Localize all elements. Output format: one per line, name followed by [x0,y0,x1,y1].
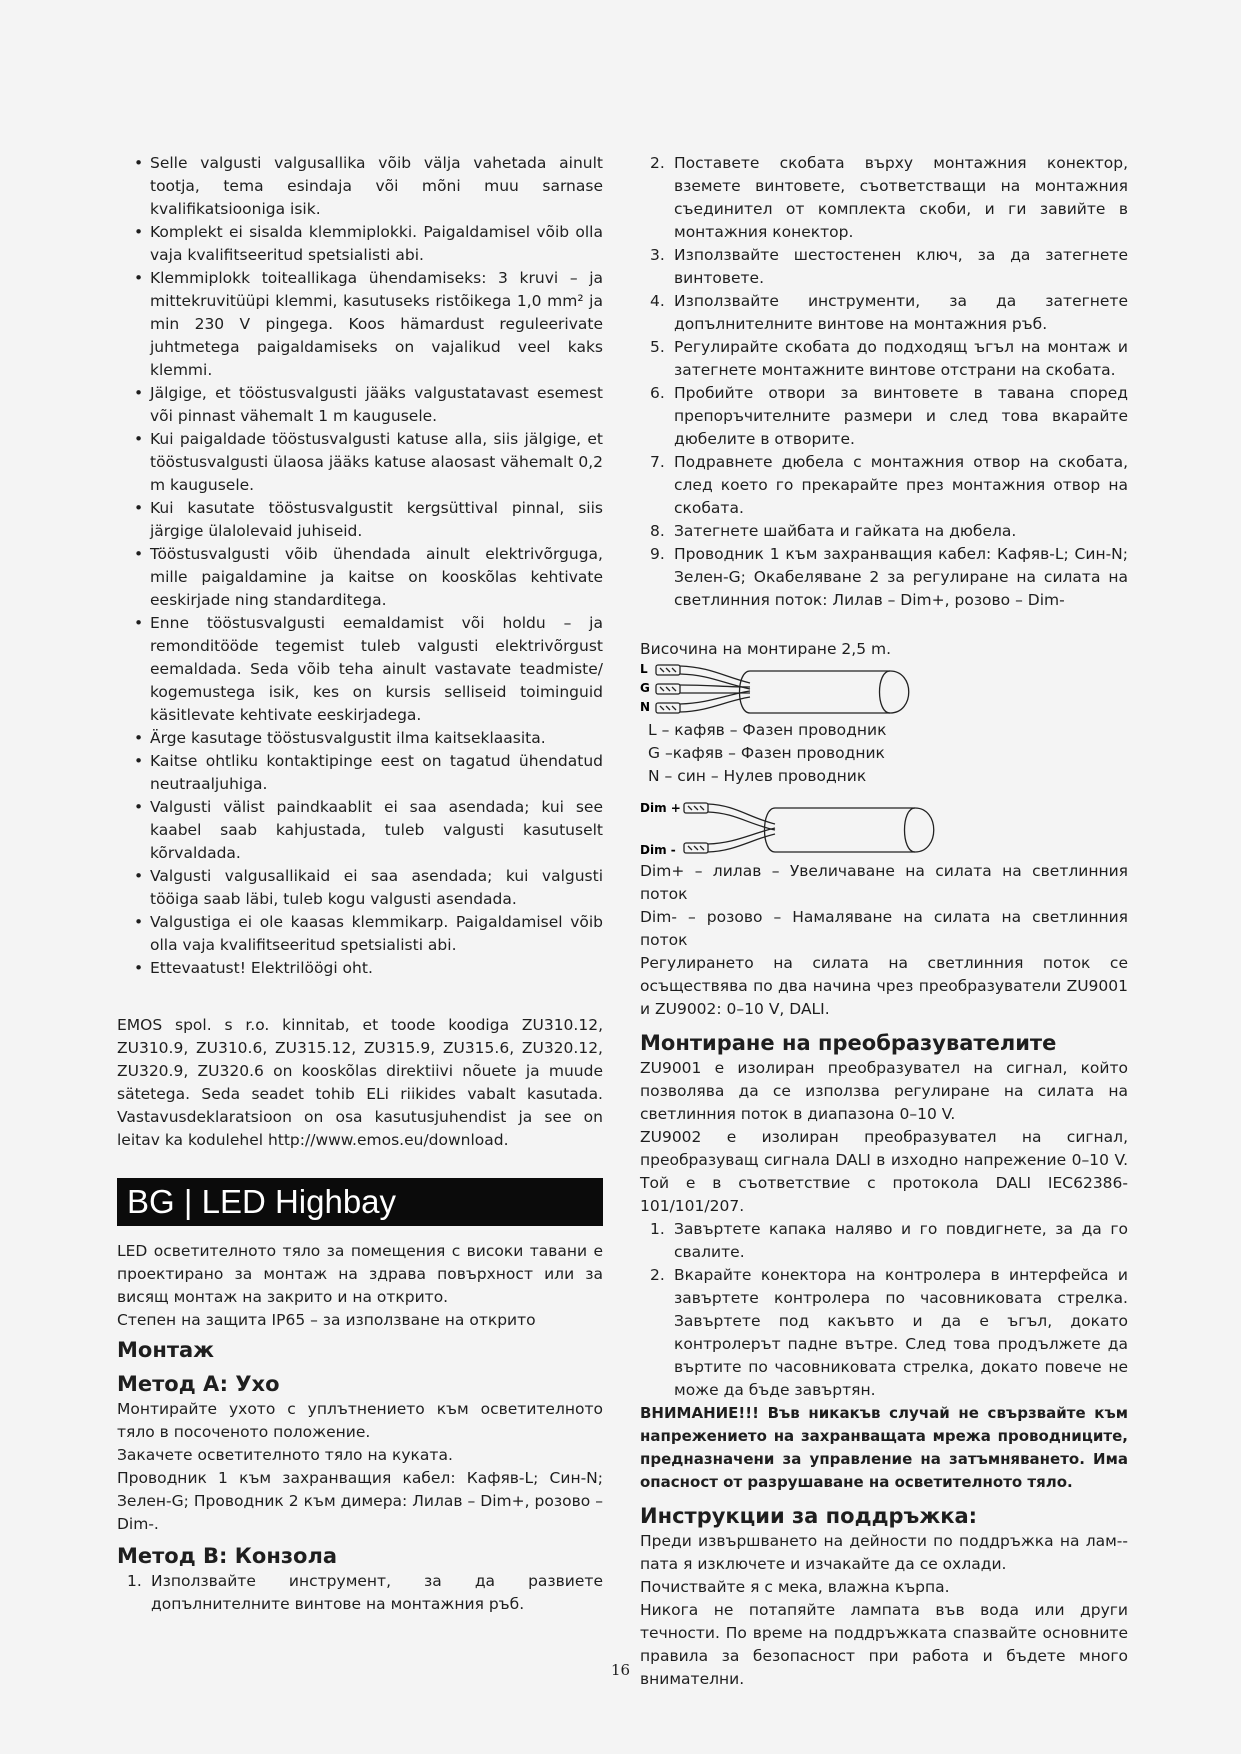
step-number: 8. [650,522,665,540]
et-declaration: EMOS spol. s r.o. kinnitab, et toode koodiga ZU310.12, ZU310.9, ZU310.6, ZU315.12, ZU315.9, ZU315.6, ZU320.12, ZU320.9, ZU320.6 on kooskõlas direktiivi nõuete ja muude sätetega. Seda seadet tohib ELi riikides vabalt kasutada. Vastavusdeklaratsioon on osa kasutusjuhendist ja see on leitav ka kodulehel http://www.emos.eu/download. [117,1016,603,1149]
step-number: 3. [650,246,665,264]
cable-diagram-dim [640,798,940,860]
list-item [640,152,1128,244]
cable-legend-1 [640,719,1128,788]
cable-drawing-1 [656,665,909,713]
list-item: • Valgusti valgusallikaid ei saa asendada; kui valgusti tööiga saab läbi, tuleb kogu valgusti asendada. [117,865,603,911]
list-item [640,290,1128,336]
bg-protection: Степен на защита IP65 – за използване на открито [117,1311,536,1329]
list-item: • Selle valgusti valgusallika võib välja vahetada ainult tootja, tema esindaja või mõni muu sarnase kvalifikatsiooniga isik. [117,152,603,221]
legend-item: N – син – Нулев проводник [648,767,867,785]
mount-height: Височина на монтиране 2,5 m. [640,640,892,658]
step-text: Поставете скобата върху монтажния конектор, вземете винтовете, съответстващи на монтажния съединител от комплекта скоби, и ги завийте в монтажния конектор. [674,154,1128,241]
list-item: • Valgustiga ei ole kaasas klemmikarp. Paigaldamisel võib olla vaja kvalifitseeritud spetsialisti abi. [117,911,603,957]
maintenance-line: Преди извършването на дейности по поддръжка на лам--пата я изключете и изчакайте да се охлади. [640,1532,1128,1573]
converter-steps [640,1218,1128,1402]
list-item: • Ärge kasutage tööstusvalgustit ilma kaitseklaasita. [117,727,603,750]
step-number: 2. [650,154,665,172]
wire-label-n: N [640,700,651,714]
warning-text: ВНИМАНИЕ!!! Във никакъв случай не свързвайте към напрежението на захранващата мрежа проводниците, предназначени за управление на затъмняването. Има опасност от разрушаване на осветителното тяло. [640,1404,1128,1491]
et-safety-list [117,152,603,980]
heading-method-b: Метод B: Конзола [117,1544,338,1568]
list-item [640,543,1128,612]
list-item: • Komplekt ei sisalda klemmiplokki. Paigaldamisel võib olla vaja kvalifitseeritud spetsialisti abi. [117,221,603,267]
step-text: Завъртете капака наляво и го повдигнете, за да го свалите. [674,1220,1128,1261]
method-a-line: Закачете осветителното тяло на куката. [117,1446,453,1464]
bg-intro: LED осветителното тяло за помещения с високи тавани е проектирано за монтаж на здрава повърхност или за висящ монтаж на закрито и на открито. [117,1242,603,1306]
maintenance-line: Почиствайте я с мека, влажна кърпа. [640,1578,950,1596]
method-a-line: Проводник 1 към захранващия кабел: Кафяв-L; Син-N; Зелен-G; Проводник 2 към димера: Лилав – Dim+, розово – Dim-. [117,1469,603,1533]
step-text: Вкарайте конектора на контролера в интерфейса и завъртете контролера по часовниковата стрелка. Завъртете под какъвто и да е ъгъл, докато контролерът падне вътре. След това продължете да въртите по часовниковата стрелка, докато повече не може да бъде завъртян. [674,1266,1128,1399]
step-number: 6. [650,384,665,402]
legend-item: L – кафяв – Фазен проводник [648,721,887,739]
list-item: • Valgusti välist paindkaablit ei saa asendada; kui see kaabel saab kahjustada, tuleb valgusti kasutuselt kõrvaldada. [117,796,603,865]
list-item [640,382,1128,451]
list-item: • Kaitse ohtliku kontaktipinge eest on tagatud ühendatud neutraaljuhiga. [117,750,603,796]
wire-label-dim-minus: Dim - [640,843,676,857]
step-text: Проводник 1 към захранващия кабел: Кафяв-L; Син-N; Зелен-G; Окабеляване 2 за регулиране на силата на светлинния поток: Лилав – Dim+, розово – Dim- [674,545,1128,609]
list-item [640,1264,1128,1402]
dim-legend-plus: Dim+ – лилав – Увеличаване на силата на светлинния поток [640,862,1128,903]
cable-drawing-2 [684,803,934,853]
section-title-bg: BG | LED Highbay [117,1178,603,1226]
legend-item: G –кафяв – Фазен проводник [648,744,885,762]
right-column [640,152,1128,1691]
list-item: • Kui kasutate tööstusvalgustit kergsüttival pinnal, siis järgige ülalolevaid juhiseid. [117,497,603,543]
step-number: 1. [127,1572,142,1590]
step-number: 4. [650,292,665,310]
list-item: • Ettevaatust! Elektrilöögi oht. [117,957,603,980]
maintenance-line: Никога не потапяйте лампата във вода или други течности. По време на поддръжката спазвайте основните правила за безопасност при работа и бъдете много внимателни. [640,1601,1128,1688]
step-text: Затегнете шайбата и гайката на дюбела. [674,522,1017,540]
list-item: • Jälgige, et tööstusvalgusti jääks valgustatavast esemest või pinnast vähemalt 1 m kaugusele. [117,382,603,428]
list-item [640,336,1128,382]
step-text: Използвайте шестостенен ключ, за да затегнете винтовете. [674,246,1128,287]
dim-legend-minus: Dim- – розово – Намаляване на силата на светлинния поток [640,908,1128,949]
step-text: Подравнете дюбела с монтажния отвор на скобата, след което го прекарайте през монтажния отвор на скобата. [674,453,1128,517]
method-b-steps-right [640,152,1128,612]
wire-label-dim-plus: Dim + [640,801,681,815]
list-item: • Klemmiplokk toiteallikaga ühendamiseks: 3 kruvi – ja mittekruvitüüpi klemmi, kasutuseks ristõikega 1,0 mm² ja min 230 V pingega. Koos hämardust reguleerivate juhtmetega paigaldamiseks on vajalikud veel kaks klemmi. [117,267,603,382]
list-item [117,1570,603,1616]
dim-regulation-text: Регулирането на силата на светлинния поток се осъществява по два начина чрез преобразуватели ZU9001 и ZU9002: 0–10 V, DALI. [640,954,1128,1018]
list-item: • Kui paigaldade tööstusvalgusti katuse alla, siis jälgige, et tööstusvalgusti ülaosa jääks katuse alaosast vähemalt 0,2 m kaugusele. [117,428,603,497]
list-item [640,451,1128,520]
page-number: 16 [610,1661,631,1679]
heading-converters: Монтиране на преобразувателите [640,1031,1057,1055]
list-item [640,520,1128,543]
step-text: Използвайте инструмент, за да развиете допълнителните винтове на монтажния ръб. [151,1572,603,1613]
step-number: 5. [650,338,665,356]
list-item: • Enne tööstusvalgusti eemaldamist või holdu – ja remonditööde tegemist tuleb valgusti elektrivõrgust eemaldada. Seda võib teha ainult vastavate teadmiste/ kogemustega isik, kes on kursis selliseid toiminguid käsitlevate kehtivate eeskirjadega. [117,612,603,727]
step-number: 7. [650,453,665,471]
method-a-line: Монтирайте ухото с уплътнението към осветителното тяло в посоченото положение. [117,1400,603,1441]
list-item [640,244,1128,290]
cable-diagram-lgn [640,661,910,719]
step-text: Регулирайте скобата до подходящ ъгъл на монтаж и затегнете монтажните винтове отстрани на скобата. [674,338,1128,379]
heading-mount: Монтаж [117,1338,215,1362]
zu9002-text: ZU9002 е изолиран преобразувател на сигнал, преобразуващ сигнала DALI в изходно напрежение 0–10 V. Той е в съответствие с протокола DALI IEC62386-101/101/207. [640,1128,1128,1215]
step-text: Използвайте инструменти, за да затегнете допълнителните винтове на монтажния ръб. [674,292,1128,333]
wire-label-l: L [640,662,648,676]
step-number: 2. [650,1266,665,1284]
list-item: • Tööstusvalgusti võib ühendada ainult elektrivõrguga, mille paigaldamine ja kaitse on kooskõlas kehtivate eeskirjade ning standarditega. [117,543,603,612]
zu9001-text: ZU9001 е изолиран преобразувател на сигнал, който позволява да се използва регулиране на силата на светлинния поток в диапазона 0–10 V. [640,1059,1128,1123]
left-column [117,152,603,1616]
method-b-steps-left [117,1570,603,1616]
heading-maintenance: Инструкции за поддръжка: [640,1504,978,1528]
heading-method-a: Метод A: Ухо [117,1372,280,1396]
step-text: Пробийте отвори за винтовете в тавана според препоръчителните размери и след това вкарайте дюбелите в отворите. [674,384,1128,448]
step-number: 1. [650,1220,665,1238]
list-item [640,1218,1128,1264]
step-number: 9. [650,545,665,563]
wire-label-g: G [640,681,650,695]
